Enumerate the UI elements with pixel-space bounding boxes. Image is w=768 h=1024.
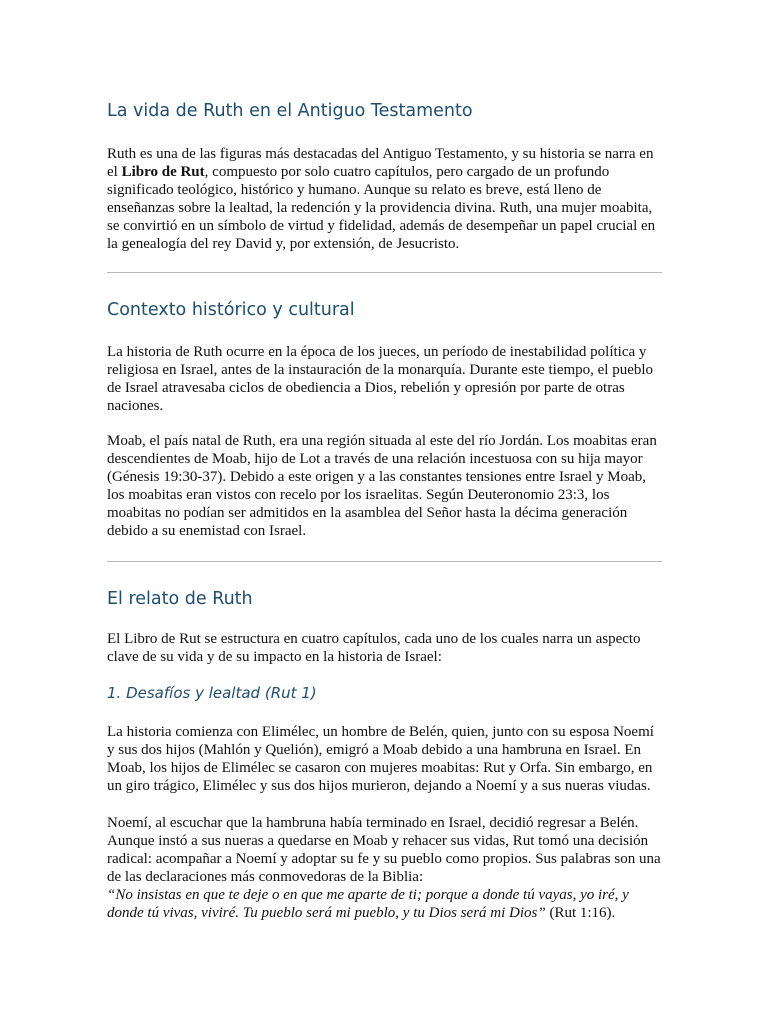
context-paragraph-2: Moab, el país natal de Ruth, era una región situada al este del río Jordán. Los moabitas eran descendientes de Moab, hijo de Lot a través de una relación incestuosa con su hija mayor (Génesis 19:30-37). Debido a este origen y a las constantes tensiones entre Israel y Moab, los moabitas eran vistos con recelo por los israelitas. Según Deuteronomio 23:3, los moabitas no podían ser admitidos en la asamblea del Señor hasta la décima generación debido a su enemistad con Israel. [107,433,657,539]
section-divider [107,561,662,562]
story-paragraph-3-text: Noemí, al escuchar que la hambruna había terminado en Israel, decidió regresar a Belén. Aunque instó a sus nueras a quedarse en Moab y rehacer sus vidas, Rut tomó una decisión radical: acompañar a Noemí y adoptar su fe y su pueblo como propios. Sus palabras son una de las declaraciones más conmovedoras de la Biblia: [107,815,661,885]
section-divider [107,272,662,273]
intro-text-b: , compuesto por solo cuatro capítulos, pero cargado de un profundo significado teológico, histórico y humano. Aunque su relato es breve, está lleno de enseñanzas sobre la lealtad, la redención y la providencia divina. Ruth, una mujer moabita, se convirtió en un símbolo de virtud y fidelidad, además de desempeñar un papel crucial en la genealogía del rey David y, por extensión, de Jesucristo. [107,164,656,252]
heading-historical-context: Contexto histórico y cultural [107,300,355,320]
heading-ruth-life: La vida de Ruth en el Antiguo Testamento [107,101,473,121]
ruth-quote: “No insistas en que te deje o en que me aparte de ti; porque a donde tú vayas, yo iré, y donde tú vivas, viviré. Tu pueblo será mi pueblo, y tu Dios será mi Dios” [107,887,629,921]
quote-reference: (Rut 1:16). [545,905,616,921]
story-paragraph-3 [107,814,662,922]
story-paragraph-2: La historia comienza con Elimélec, un hombre de Belén, quien, junto con su esposa Noemí y sus dos hijos (Mahlón y Quelión), emigró a Moab debido a una hambruna en Israel. En Moab, los hijos de Elimélec se casaron con mujeres moabitas: Rut y Orfa. Sin embargo, en un giro trágico, Elimélec y sus dos hijos murieron, dejando a Noemí y a sus nueras viudas. [107,724,654,794]
context-paragraph-1: La historia de Ruth ocurre en la época de los jueces, un período de inestabilidad política y religiosa en Israel, antes de la instauración de la monarquía. Durante este tiempo, el pueblo de Israel atravesaba ciclos de obediencia a Dios, rebelión y opresión por parte de otras naciones. [107,344,654,414]
heading-ruth-story: El relato de Ruth [107,589,253,609]
story-paragraph-1: El Libro de Rut se estructura en cuatro capítulos, cada uno de los cuales narra un aspecto clave de su vida y de su impacto en la historia de Israel: [107,631,641,665]
book-name-bold: Libro de Rut [121,164,205,180]
subheading-challenges-loyalty: 1. Desafíos y lealtad (Rut 1) [107,684,317,702]
intro-text-a: Ruth es una de las figuras más destacadas del Antiguo Testamento, y su historia se narra en el [107,146,654,180]
intro-paragraph [107,145,662,253]
